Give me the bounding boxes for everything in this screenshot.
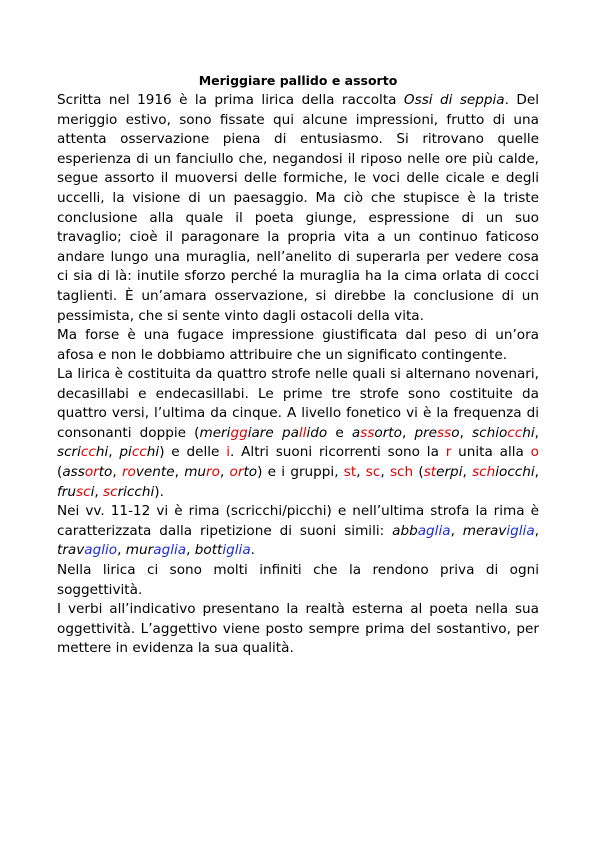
paragraph-intro: Scritta nel 1916 è la prima lirica della raccolta Ossi di seppia. Del meriggio estivo, sono fissate qui alcune impressioni, frutto di una attenta osservazione piena di entusiasmo. Si ritrovano quelle esperienza di un fanciullo che, negandosi il riposo nelle ore più calde, segue assorto il muoversi delle formiche, le voci delle cicale e degli uccelli, la visione di un paesaggio. Ma ciò che stupisce è la triste conclusione alla quale il poeta giunge, espressione di un suo travaglio; cioè il paragonare la propria vita a un continuo faticoso andare lungo una muraglia, nell’anelito di superarla per vedere cosa ci sia di là: inutile sforzo perché la muraglia ha la cima orlata di cocci taglienti. È un’amara osservazione, si direbbe la conclusione di un pessimista, che si sente vinto dagli ostacoli della vita. — [57, 92, 539, 324]
paragraph-interpretation: Ma forse è una fugace impressione giustificata dal peso di un’ora afosa e non le dobbiamo attribuire che un significato contingente. — [57, 327, 539, 363]
paragraph-verbs: I verbi all’indicativo presentano la realtà esterna al poeta nella sua oggettività. L’aggettivo viene posto sempre prima del sostantivo, per mettere in evidenza la sua qualità. — [57, 601, 539, 657]
paragraph-infinitives: Nella lirica ci sono molti infiniti che la rendono priva di ogni soggettività. — [57, 562, 539, 598]
paragraph-rhyme: Nei vv. 11-12 vi è rima (scricchi/picchi) e nell’ultima strofa la rima è caratterizzata dalla ripetizione di suoni simili: abbaglia, meraviglia, travaglio, muraglia, bottiglia. — [57, 503, 539, 559]
paragraph-metrics-phonetics: La lirica è costituita da quattro strofe nelle quali si alternano novenari, decasillabi e endecasillabi. Le prime tre strofe sono costituite da quattro versi, l’ultima da cinque. A livello fonetico vi è la frequenza di consonanti doppie (meriggiare pallido e assorto, presso, schiocchi, scricchi, picchi) e delle i. Altri suoni ricorrenti sono la r unita alla o (assorto, rovente, muro, orto) e i gruppi, st, sc, sch (sterpi, schiocchi, frusci, scricchi). — [57, 366, 539, 500]
document-title: Meriggiare pallido e assorto — [198, 73, 398, 88]
